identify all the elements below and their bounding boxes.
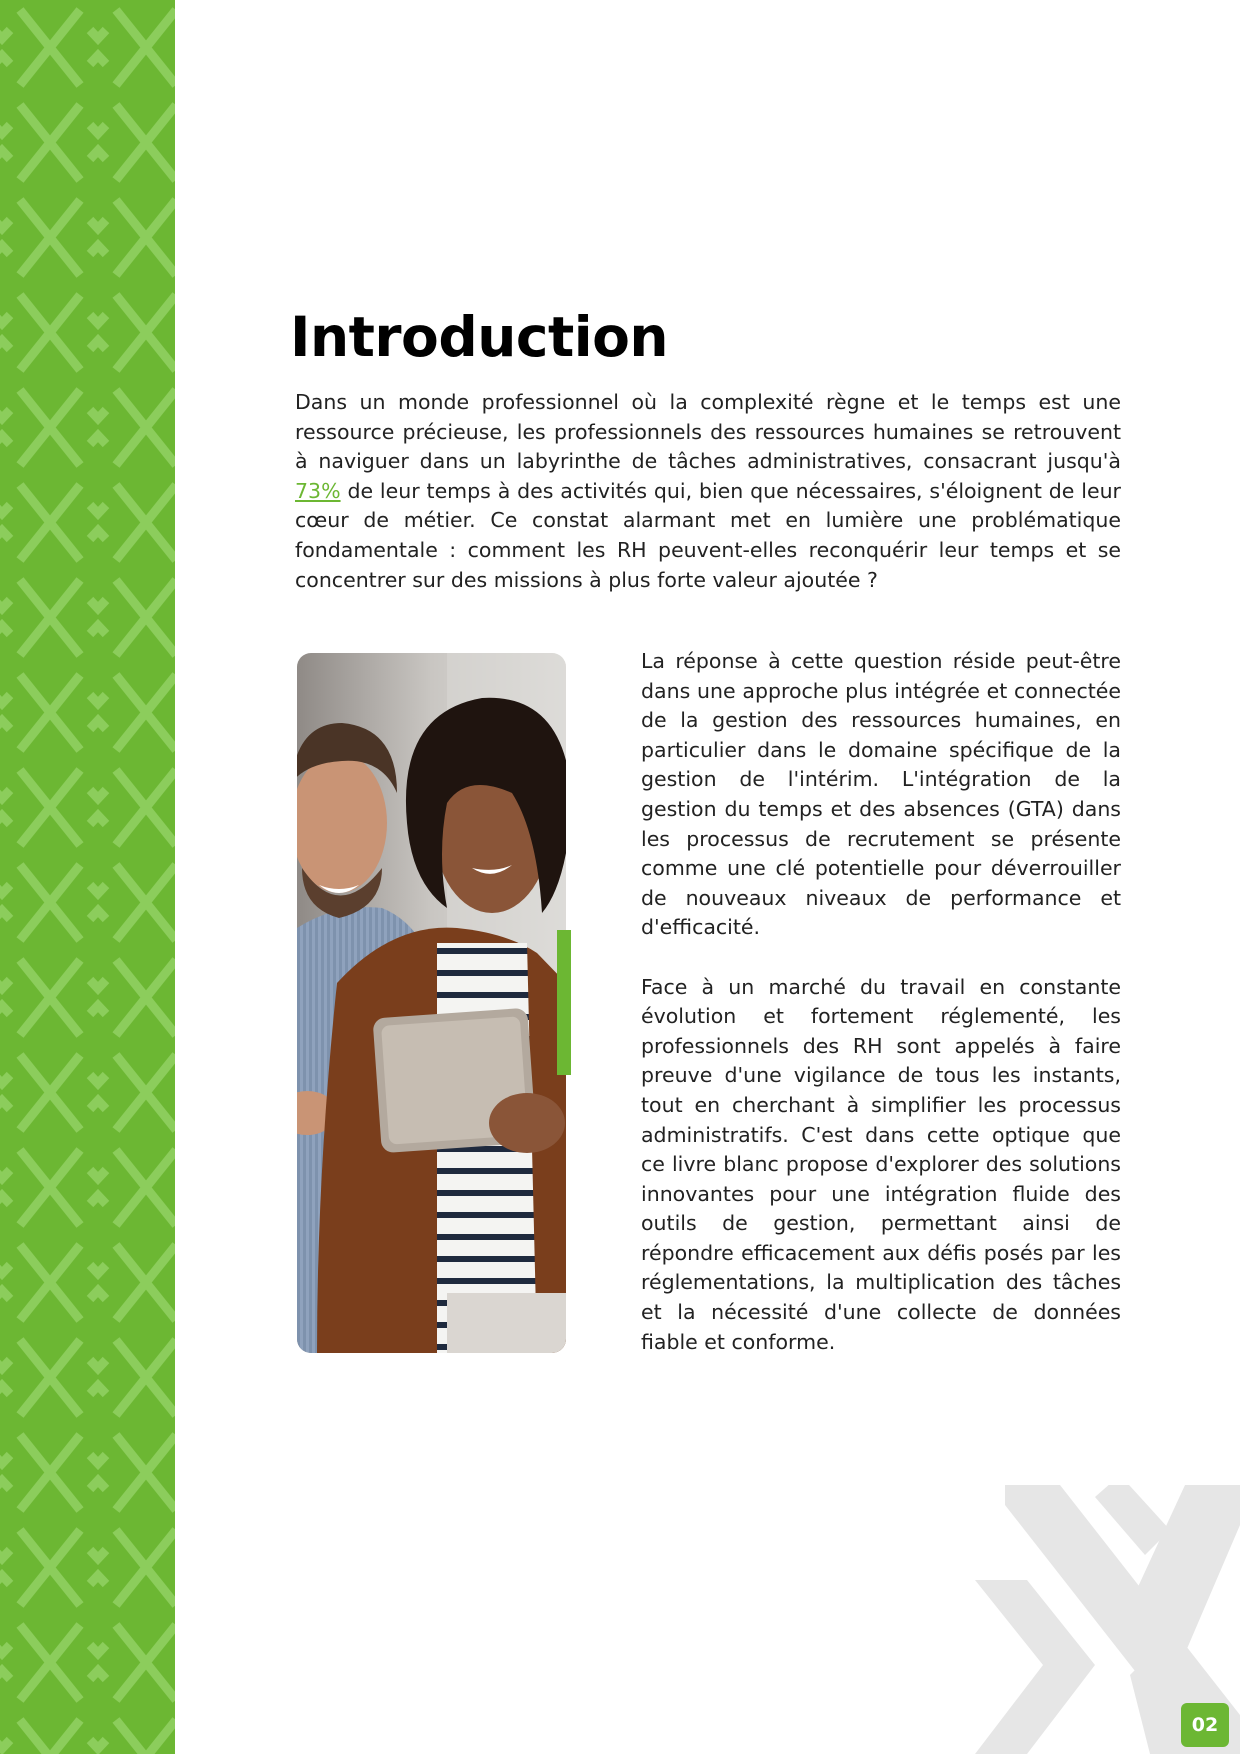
chevron-pattern-icon [0, 0, 175, 1754]
intro-paragraph [295, 388, 1121, 595]
statistic-link[interactable]: 73% [295, 478, 341, 503]
page-title: Introduction [290, 305, 669, 369]
accent-bar [557, 930, 571, 1075]
body-paragraph-1: La réponse à cette question réside peut-être dans une approche plus intégrée et connectée de la gestion des ressources humaines, en particulier dans le domaine spécifique de la gestion de l'intérim. L'intégration de la gestion du temps et des absences (GTA) dans les processus de recrutement se présente comme une clé potentielle pour déverrouiller de nouveaux niveaux de performance et d'efficacité. [641, 649, 1121, 940]
sidebar-pattern [0, 0, 175, 1754]
intro-text-end: de leur temps à des activités qui, bien que nécessaires, s'éloignent de leur cœur de métier. Ce constat alarmant met en lumière une problématique fondamentale : comment les RH peuvent-elles reconquérir leur temps et se concentrer sur des missions à plus forte valeur ajoutée ? [295, 478, 1121, 592]
intro-text-start: Dans un monde professionnel où la complexité règne et le temps est une ressource précieuse, les professionnels des ressources humaines se retrouvent à naviguer dans un labyrinthe de tâches administratives, consacrant jusqu'à [295, 390, 1121, 474]
body-column [641, 647, 1121, 1387]
body-paragraph-2: Face à un marché du travail en constante évolution et fortement réglementé, les professionnels des RH sont appelés à faire preuve d'une vigilance de tous les instants, tout en cherchant à simplifier les processus administratifs. C'est dans cette optique que ce livre blanc propose d'explorer des solutions innovantes pour une intégration fluide des outils de gestion, permettant ainsi de répondre efficacement aux défis posés par les réglementations, la multiplication des tâches et la nécessité d'une collecte de données fiable et conforme. [641, 974, 1121, 1354]
photo-two-people-tablet [297, 653, 566, 1353]
page-number-badge: 02 [1181, 1703, 1229, 1747]
